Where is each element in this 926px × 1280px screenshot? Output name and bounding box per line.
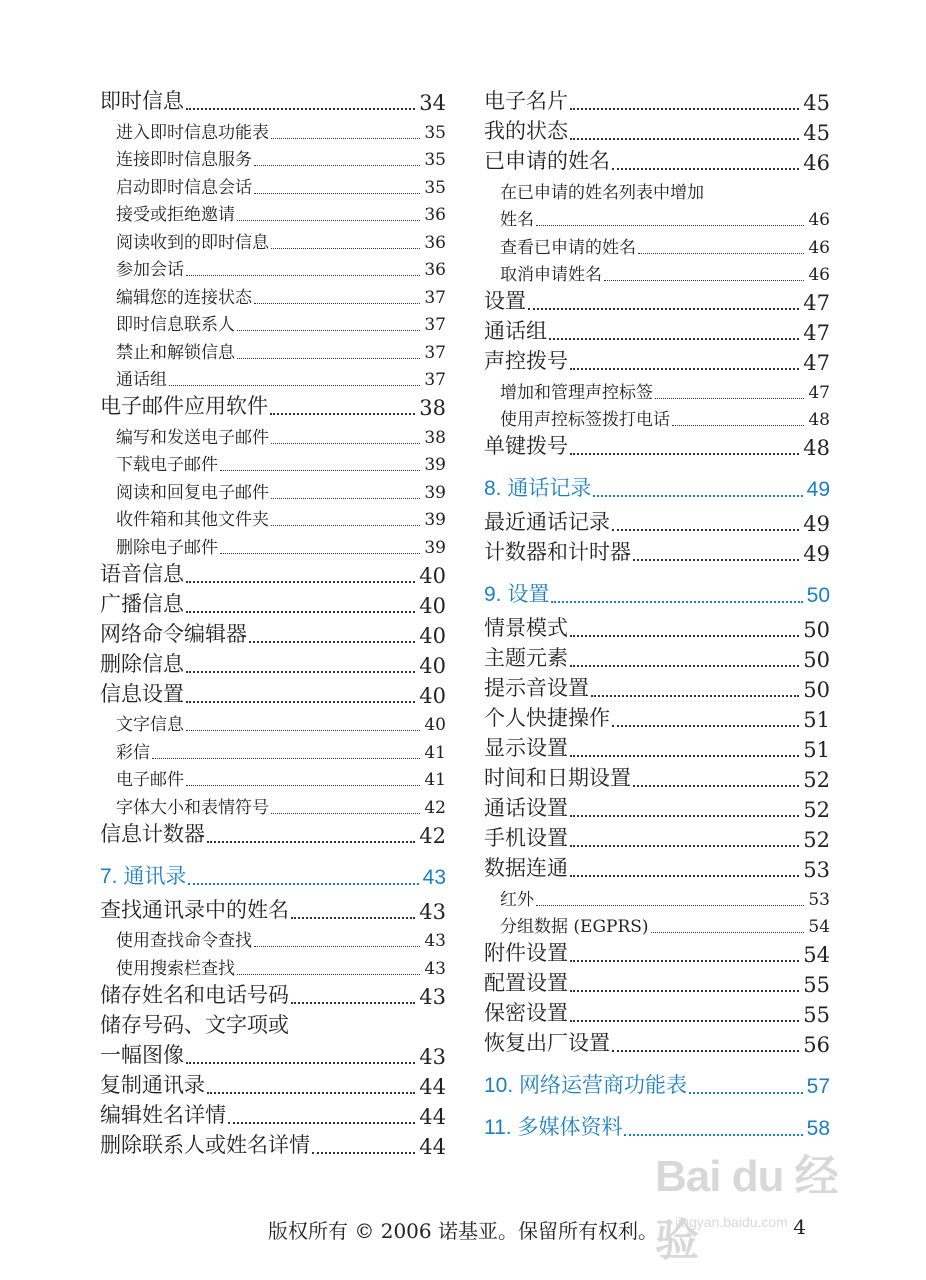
toc-entry[interactable] [484, 85, 830, 115]
dot-leader [612, 724, 799, 727]
toc-entry[interactable] [484, 375, 830, 403]
toc-entry[interactable] [100, 530, 446, 558]
dot-leader [655, 397, 804, 399]
dot-leader [549, 337, 799, 340]
toc-entry-title: 计数器和计时器 [484, 540, 631, 564]
toc-entry-title: 编辑您的连接状态 [116, 287, 252, 308]
dot-leader [271, 137, 420, 139]
toc-entry[interactable] [484, 910, 830, 938]
toc-entry-title: 启动即时信息会话 [116, 177, 252, 198]
toc-entry-page: 46 [808, 237, 830, 258]
toc-entry-page: 40 [419, 623, 446, 648]
dot-leader [228, 1121, 415, 1124]
toc-entry-page: 45 [803, 91, 830, 115]
toc-entry-title: 红外 [500, 889, 534, 910]
toc-entry-title: 提示音设置 [484, 676, 589, 700]
toc-entry-page: 43 [422, 865, 446, 889]
toc-entry[interactable] [100, 225, 446, 253]
toc-entry-title: 配置设置 [484, 971, 568, 995]
toc-entry[interactable] [100, 924, 446, 952]
toc-entry[interactable] [484, 536, 830, 566]
toc-entry-page: 46 [803, 151, 830, 175]
dot-leader [551, 600, 802, 603]
toc-entry[interactable] [100, 894, 446, 924]
toc-entry-title: 保密设置 [484, 1001, 568, 1025]
dot-leader [651, 931, 805, 933]
toc-entry[interactable] [484, 258, 830, 286]
toc-entry-page: 39 [424, 510, 446, 530]
toc-entry-page: 36 [424, 232, 446, 253]
toc-entry-title: 彩信 [116, 742, 150, 763]
toc-entry-title: 单键拨号 [484, 434, 568, 458]
toc-entry-page: 37 [424, 342, 446, 363]
dot-leader [570, 959, 799, 962]
toc-entry-page: 57 [806, 1075, 830, 1098]
toc-chapter-heading[interactable] [100, 860, 446, 890]
toc-entry-title: 附件设置 [484, 941, 568, 965]
dot-leader [186, 729, 420, 731]
dot-leader [237, 357, 420, 359]
toc-entry-title: 情景模式 [484, 616, 568, 640]
toc-entry-title: 文字信息 [116, 715, 184, 735]
dot-leader [186, 1061, 415, 1064]
toc-entry-title: 编辑姓名详情 [100, 1102, 226, 1127]
toc-entry-title: 11. 多媒体资料 [484, 1116, 623, 1139]
toc-entry-page: 49 [806, 478, 830, 501]
toc-entry-title: 通话组 [116, 370, 167, 390]
toc-entry[interactable] [100, 588, 446, 618]
toc-entry-title: 查看已申请的姓名 [500, 237, 636, 258]
page-footer [0, 1215, 926, 1244]
dot-leader [624, 1133, 802, 1136]
toc-entry[interactable] [100, 818, 446, 848]
toc-chapter-heading[interactable] [484, 578, 830, 608]
dot-leader [186, 107, 415, 110]
toc-entry-page: 44 [419, 1104, 446, 1129]
toc-entry-page: 40 [419, 653, 446, 678]
baidu-jingyan-watermark [655, 1140, 855, 1265]
toc-entry-title: 姓名 [500, 210, 534, 230]
toc-entry-title: 增加和管理声控标签 [500, 382, 653, 403]
toc-entry[interactable] [484, 732, 830, 762]
toc-entry-title: 我的状态 [484, 119, 568, 143]
toc-entry[interactable] [100, 253, 446, 281]
dot-leader [254, 192, 420, 194]
toc-chapter-heading[interactable] [484, 1069, 830, 1099]
toc-chapter-heading[interactable] [484, 1111, 830, 1141]
toc-entry[interactable] [484, 203, 830, 231]
dot-leader [220, 469, 420, 471]
toc-entry[interactable] [484, 967, 830, 997]
toc-entry-title: 下载电子邮件 [116, 455, 218, 475]
toc-entry-title: 7. 通讯录 [100, 864, 187, 888]
toc-entry-title: 字体大小和表情符号 [116, 797, 269, 818]
toc-left-column [100, 85, 446, 1159]
toc-entry-page: 50 [803, 618, 830, 642]
toc-entry-page: 50 [806, 584, 830, 607]
toc-entry-title: 8. 通话记录 [484, 477, 592, 500]
toc-entry-page: 43 [424, 958, 446, 979]
dot-leader [186, 700, 415, 703]
toc-entry[interactable] [100, 170, 446, 198]
toc-entry-page: 55 [803, 1003, 830, 1027]
toc-entry-page: 36 [424, 205, 446, 225]
toc-entry[interactable] [100, 85, 446, 115]
toc-entry[interactable] [100, 143, 446, 171]
toc-entry-page: 49 [803, 512, 830, 536]
toc-entry-page: 51 [803, 708, 830, 732]
toc-entry-page: 47 [808, 382, 830, 403]
dot-leader [254, 302, 420, 304]
page-number: 4 [793, 1215, 806, 1239]
toc-entry[interactable] [100, 335, 446, 363]
toc-entry-page: 39 [424, 537, 446, 558]
dot-leader [633, 558, 799, 561]
toc-entry-title: 即时信息 [100, 89, 184, 113]
toc-entry[interactable] [484, 937, 830, 967]
toc-entry-title: 恢复出厂设置 [484, 1031, 610, 1055]
toc-entry-title: 电子邮件 [116, 770, 184, 790]
toc-entry-page: 53 [808, 889, 830, 910]
dot-leader [312, 1151, 415, 1154]
toc-entry-page: 40 [424, 715, 446, 735]
toc-entry-title: 取消申请姓名 [500, 265, 602, 285]
toc-entry-title: 电子邮件应用软件 [100, 394, 268, 418]
toc-entry-page: 37 [424, 315, 446, 335]
toc-entry-title: 声控拨号 [484, 349, 568, 373]
dot-leader [570, 1019, 799, 1022]
toc-entry-page: 52 [803, 828, 830, 852]
toc-entry-page: 40 [419, 683, 446, 708]
toc-chapter-heading[interactable] [484, 472, 830, 502]
toc-entry[interactable] [484, 762, 830, 792]
toc-entry-page: 58 [806, 1117, 830, 1140]
toc-entry[interactable] [484, 430, 830, 460]
dot-leader [689, 1091, 803, 1094]
toc-entry-page: 34 [419, 91, 446, 115]
toc-entry[interactable] [100, 308, 446, 336]
toc-entry[interactable] [100, 979, 446, 1009]
toc-entry-title: 通话组 [484, 319, 547, 343]
toc-entry[interactable] [100, 363, 446, 391]
dot-leader [612, 167, 799, 170]
toc-entry[interactable] [484, 997, 830, 1027]
toc-entry-page: 41 [424, 770, 446, 790]
toc-entry-title: 编写和发送电子邮件 [116, 427, 269, 448]
toc-entry-title: 主题元素 [484, 646, 568, 670]
toc-entry-title: 在已申请的姓名列表中增加 [500, 182, 704, 203]
toc-entry-title: 收件箱和其他文件夹 [116, 510, 269, 530]
dot-leader [237, 219, 420, 221]
toc-entry-title: 显示设置 [484, 736, 568, 760]
toc-entry[interactable] [100, 735, 446, 763]
toc-entry-page: 53 [803, 858, 830, 882]
dot-leader [271, 497, 420, 499]
toc-entry-title: 使用声控标签拨打电话 [500, 410, 670, 430]
toc-entry-page: 35 [424, 150, 446, 170]
dot-leader [604, 279, 804, 281]
toc-entry-page: 40 [419, 593, 446, 618]
toc-entry-page: 35 [424, 177, 446, 198]
toc-entry-title: 删除信息 [100, 651, 184, 676]
toc-entry-title: 个人快捷操作 [484, 706, 610, 730]
toc-entry-title: 使用搜索栏查找 [116, 958, 235, 979]
toc-entry[interactable] [484, 403, 830, 431]
toc-entry[interactable] [484, 702, 830, 732]
dot-leader [591, 694, 799, 697]
toc-entry[interactable] [484, 1027, 830, 1057]
dot-leader [291, 916, 415, 919]
toc-entry[interactable] [100, 420, 446, 448]
watermark-logo: Bai du 经验 [655, 1152, 838, 1265]
toc-entry[interactable] [484, 285, 830, 315]
dot-leader [570, 874, 799, 877]
dot-leader [570, 664, 799, 667]
dot-leader [291, 1001, 415, 1004]
toc-entry-page: 38 [424, 427, 446, 448]
toc-entry-page: 37 [424, 370, 446, 390]
dot-leader [570, 452, 799, 455]
toc-entry-title: 阅读收到的即时信息 [116, 232, 269, 253]
toc-entry[interactable] [100, 1039, 446, 1069]
toc-entry-page: 44 [419, 1074, 446, 1099]
toc-entry[interactable] [100, 1069, 446, 1099]
toc-entry[interactable] [484, 642, 830, 672]
toc-entry-title: 语音信息 [100, 561, 184, 586]
dot-leader [271, 442, 420, 444]
dot-leader [570, 107, 799, 110]
toc-entry-title: 连接即时信息服务 [116, 150, 252, 170]
toc-entry-title: 禁止和解锁信息 [116, 342, 235, 363]
toc-entry-page: 52 [803, 798, 830, 822]
dot-leader [612, 528, 799, 531]
dot-leader [593, 494, 802, 497]
toc-entry[interactable] [484, 145, 830, 175]
toc-entry-page: 43 [424, 931, 446, 951]
dot-leader [633, 784, 799, 787]
toc-entry[interactable] [100, 1129, 446, 1159]
toc-entry-title: 信息计数器 [100, 821, 205, 846]
toc-entry-page: 42 [419, 823, 446, 848]
toc-entry[interactable] [100, 1009, 446, 1039]
toc-entry[interactable] [484, 230, 830, 258]
dot-leader [169, 384, 420, 386]
toc-entry-title: 一幅图像 [100, 1042, 184, 1067]
toc-entry-title: 通话设置 [484, 796, 568, 820]
toc-entry-page: 39 [424, 455, 446, 475]
dot-leader [254, 945, 420, 947]
toc-entry[interactable] [484, 345, 830, 375]
toc-entry-title: 删除联系人或姓名详情 [100, 1132, 310, 1157]
toc-entry-page: 56 [803, 1033, 830, 1057]
dot-leader [254, 164, 420, 166]
dot-leader [536, 224, 804, 226]
toc-entry-title: 接受或拒绝邀请 [116, 205, 235, 225]
toc-entry-page: 50 [803, 648, 830, 672]
dot-leader [570, 137, 799, 140]
dot-leader [271, 524, 420, 526]
dot-leader [207, 840, 415, 843]
dot-leader [271, 247, 420, 249]
toc-entry-page: 48 [808, 410, 830, 430]
toc-entry-page: 51 [803, 738, 830, 762]
toc-entry[interactable] [484, 612, 830, 642]
toc-entry-title: 设置 [484, 289, 526, 313]
dot-leader [186, 580, 415, 583]
dot-leader [207, 1091, 415, 1094]
toc-entry[interactable] [100, 503, 446, 531]
toc-entry-page: 38 [419, 396, 446, 420]
toc-entry[interactable] [100, 558, 446, 588]
dot-leader [536, 904, 804, 906]
watermark-url: jingyan.baidu.com [675, 1214, 788, 1230]
toc-entry-page: 40 [419, 563, 446, 588]
toc-entry-page: 45 [803, 121, 830, 145]
toc-entry-title: 储存号码、文字项或 [100, 1012, 289, 1037]
dot-leader [271, 812, 420, 814]
toc-entry-page: 52 [803, 768, 830, 792]
toc-entry-page: 41 [424, 742, 446, 763]
dot-leader [570, 367, 799, 370]
dot-leader [270, 412, 415, 415]
dot-leader [612, 1049, 799, 1052]
toc-entry[interactable] [100, 951, 446, 979]
toc-entry-title: 时间和日期设置 [484, 766, 631, 790]
toc-entry[interactable] [100, 198, 446, 226]
toc-entry[interactable] [100, 678, 446, 708]
toc-entry-page: 47 [803, 321, 830, 345]
toc-entry[interactable] [484, 852, 830, 882]
dot-leader [220, 552, 420, 554]
dot-leader [186, 784, 420, 786]
toc-entry-title: 阅读和回复电子邮件 [116, 482, 269, 503]
toc-entry-title: 进入即时信息功能表 [116, 122, 269, 143]
toc-entry-title: 电子名片 [484, 89, 568, 113]
toc-entry-title: 手机设置 [484, 826, 568, 850]
dot-leader [186, 610, 415, 613]
dot-leader [186, 670, 415, 673]
toc-entry[interactable] [484, 506, 830, 536]
toc-entry[interactable] [100, 475, 446, 503]
toc-entry-title: 网络命令编辑器 [100, 621, 247, 646]
toc-entry-page: 49 [803, 542, 830, 566]
toc-entry-page: 39 [424, 482, 446, 503]
toc-entry-title: 数据连通 [484, 856, 568, 880]
toc-entry-page: 50 [803, 678, 830, 702]
toc-entry-page: 54 [803, 943, 830, 967]
toc-entry-page: 36 [424, 260, 446, 280]
toc-entry-title: 广播信息 [100, 591, 184, 616]
toc-entry-title: 查找通讯录中的姓名 [100, 897, 289, 922]
toc-entry[interactable] [100, 618, 446, 648]
dot-leader [249, 640, 415, 643]
dot-leader [672, 424, 804, 426]
toc-entry[interactable] [484, 882, 830, 910]
dot-leader [188, 882, 418, 885]
toc-entry-page: 55 [803, 973, 830, 997]
toc-entry-page: 42 [424, 797, 446, 818]
toc-entry[interactable] [100, 280, 446, 308]
dot-leader [237, 329, 420, 331]
toc-entry-page: 44 [419, 1134, 446, 1159]
toc-entry-title: 已申请的姓名 [484, 149, 610, 173]
dot-leader [570, 814, 799, 817]
dot-leader [570, 989, 799, 992]
toc-entry[interactable] [484, 115, 830, 145]
toc-entry[interactable] [484, 792, 830, 822]
toc-entry-page: 43 [419, 1044, 446, 1069]
toc-entry-title: 储存姓名和电话号码 [100, 982, 289, 1007]
toc-entry-title: 参加会话 [116, 260, 184, 280]
dot-leader [570, 844, 799, 847]
toc-entry[interactable] [484, 315, 830, 345]
toc-entry-title: 即时信息联系人 [116, 315, 235, 335]
toc-entry[interactable] [100, 708, 446, 736]
toc-entry-page: 46 [808, 210, 830, 230]
dot-leader [528, 307, 799, 310]
dot-leader [570, 754, 799, 757]
toc-entry-title: 9. 设置 [484, 583, 550, 606]
toc-entry[interactable] [484, 822, 830, 852]
toc-entry-page: 43 [419, 899, 446, 924]
dot-leader [638, 252, 804, 254]
toc-entry[interactable] [100, 648, 446, 678]
toc-entry-page: 48 [803, 436, 830, 460]
toc-entry[interactable] [100, 448, 446, 476]
toc-entry-title: 复制通讯录 [100, 1072, 205, 1097]
toc-entry-title: 信息设置 [100, 681, 184, 706]
toc-entry-page: 47 [803, 351, 830, 375]
dot-leader [237, 973, 420, 975]
toc-right-column [484, 85, 830, 1145]
toc-entry-page: 54 [808, 917, 830, 937]
toc-entry-page: 37 [424, 287, 446, 308]
dot-leader [152, 757, 420, 759]
toc-entry-title: 分组数据 (EGPRS) [500, 917, 649, 937]
toc-entry[interactable] [484, 672, 830, 702]
toc-entry[interactable] [100, 390, 446, 420]
toc-entry-page: 47 [803, 291, 830, 315]
toc-entry[interactable] [100, 790, 446, 818]
dot-leader [570, 634, 799, 637]
toc-entry-title: 最近通话记录 [484, 510, 610, 534]
toc-entry[interactable] [100, 1099, 446, 1129]
toc-entry-page: 43 [419, 984, 446, 1009]
toc-entry-title: 10. 网络运营商功能表 [484, 1074, 688, 1097]
toc-entry[interactable] [100, 763, 446, 791]
toc-entry[interactable] [484, 175, 830, 203]
toc-entry-page: 46 [808, 265, 830, 285]
dot-leader [186, 274, 420, 276]
toc-entry[interactable] [100, 115, 446, 143]
toc-entry-title: 删除电子邮件 [116, 537, 218, 558]
toc-entry-page: 35 [424, 122, 446, 143]
toc-entry-title: 使用查找命令查找 [116, 931, 252, 951]
copyright-text: 版权所有 © 2006 诺基亚。保留所有权利。 [268, 1219, 658, 1243]
